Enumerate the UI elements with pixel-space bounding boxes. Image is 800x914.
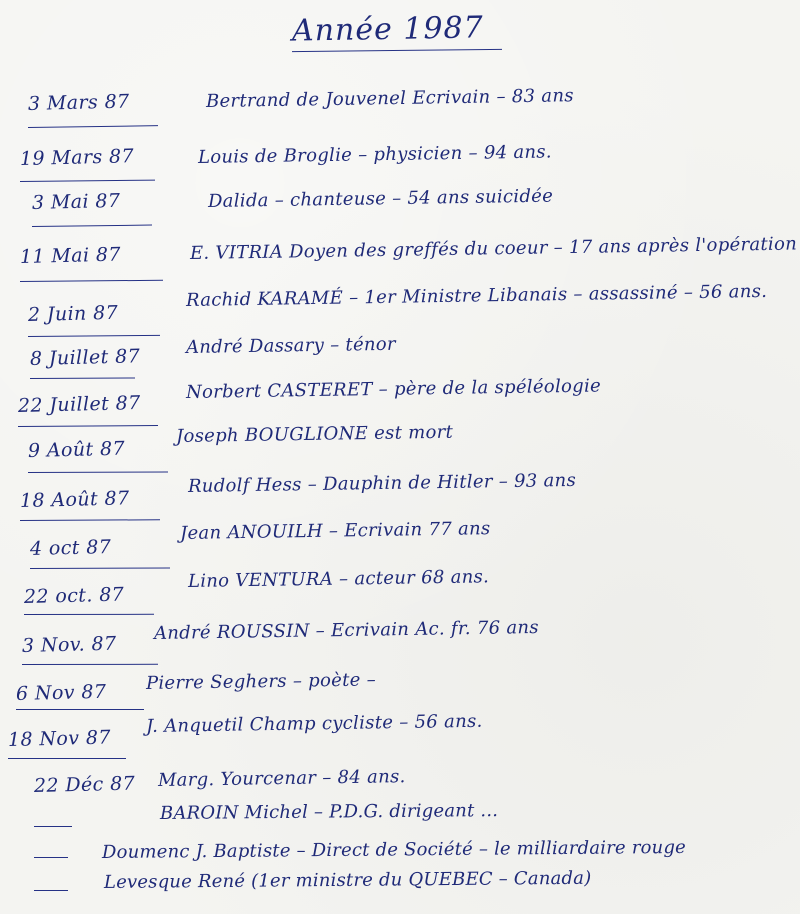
entry-date-4: 11 Mai 87 — [19, 243, 122, 268]
entry-text-10: Jean ANOUILH – Ecrivain 77 ans — [179, 518, 491, 544]
entry-underline-10 — [30, 568, 170, 569]
entry-text-14: J. Anquetil Champ cycliste – 56 ans. — [145, 710, 483, 737]
extra-dash-2 — [34, 857, 68, 858]
extra-note-3: Levesque René (1er ministre du QUEBEC – Canada) — [103, 867, 592, 893]
entry-underline-5 — [28, 335, 160, 337]
entry-text-15: Marg. Yourcenar – 84 ans. — [157, 766, 406, 791]
entry-text-9: Rudolf Hess – Dauphin de Hitler – 93 ans — [187, 469, 577, 497]
extra-note-2: Doumenc J. Baptiste – Direct de Société – le milliardaire rouge — [101, 836, 687, 863]
entry-text-12: André ROUSSIN – Ecrivain Ac. fr. 76 ans — [153, 616, 540, 644]
entry-text-4: E. VITRIA Doyen des greffés du coeur – 17 ans après l'opération — [189, 233, 798, 264]
entry-underline-7 — [18, 425, 158, 427]
page-title: Année 1987 — [291, 10, 484, 49]
entry-underline-13 — [16, 709, 144, 710]
entry-date-15: 22 Déc 87 — [33, 772, 136, 797]
entry-date-8: 9 Août 87 — [27, 437, 126, 462]
entry-date-10: 4 oct 87 — [29, 536, 112, 560]
entry-underline-1 — [28, 125, 158, 128]
entry-underline-3 — [32, 225, 152, 227]
entry-text-13: Pierre Seghers – poète – — [145, 669, 377, 694]
entry-date-9: 18 Août 87 — [19, 487, 130, 512]
entry-underline-6 — [30, 377, 135, 379]
extra-dash-3 — [34, 890, 68, 891]
entry-date-13: 6 Nov 87 — [15, 680, 107, 705]
entry-underline-12 — [22, 664, 158, 665]
entry-date-2: 19 Mars 87 — [19, 145, 135, 170]
entry-date-11: 22 oct. 87 — [23, 583, 125, 608]
entry-date-12: 3 Nov. 87 — [21, 632, 117, 657]
entry-date-6: 8 Juillet 87 — [29, 345, 141, 370]
entry-underline-11 — [24, 614, 154, 615]
entry-text-5: Rachid KARAMÉ – 1er Ministre Libanais – assassiné – 56 ans. — [185, 280, 768, 311]
entry-underline-9 — [20, 519, 160, 521]
entry-date-7: 22 Juillet 87 — [17, 392, 141, 417]
entry-underline-14 — [8, 758, 126, 759]
entry-text-8: Joseph BOUGLIONE est mort — [175, 421, 454, 447]
entry-text-7: Norbert CASTERET – père de la spéléologie — [185, 375, 602, 403]
entry-text-2: Louis de Broglie – physicien – 94 ans. — [197, 141, 553, 168]
entry-date-14: 18 Nov 87 — [7, 726, 112, 751]
entry-underline-8 — [28, 472, 168, 473]
title-underline — [292, 49, 502, 52]
entry-text-6: André Dassary – ténor — [185, 333, 397, 358]
entry-date-5: 2 Juin 87 — [27, 301, 119, 326]
entry-text-11: Lino VENTURA – acteur 68 ans. — [187, 566, 490, 592]
extra-dash-1 — [34, 826, 72, 827]
entry-date-3: 3 Mai 87 — [31, 189, 121, 214]
entry-text-1: Bertrand de Jouvenel Ecrivain – 83 ans — [205, 85, 574, 112]
entry-text-3: Dalida – chanteuse – 54 ans suicidée — [207, 185, 554, 212]
entry-date-1: 3 Mars 87 — [27, 90, 130, 115]
entry-underline-2 — [20, 180, 155, 182]
extra-note-1: BAROIN Michel – P.D.G. dirigeant ... — [159, 800, 499, 824]
entry-underline-4 — [20, 280, 163, 282]
